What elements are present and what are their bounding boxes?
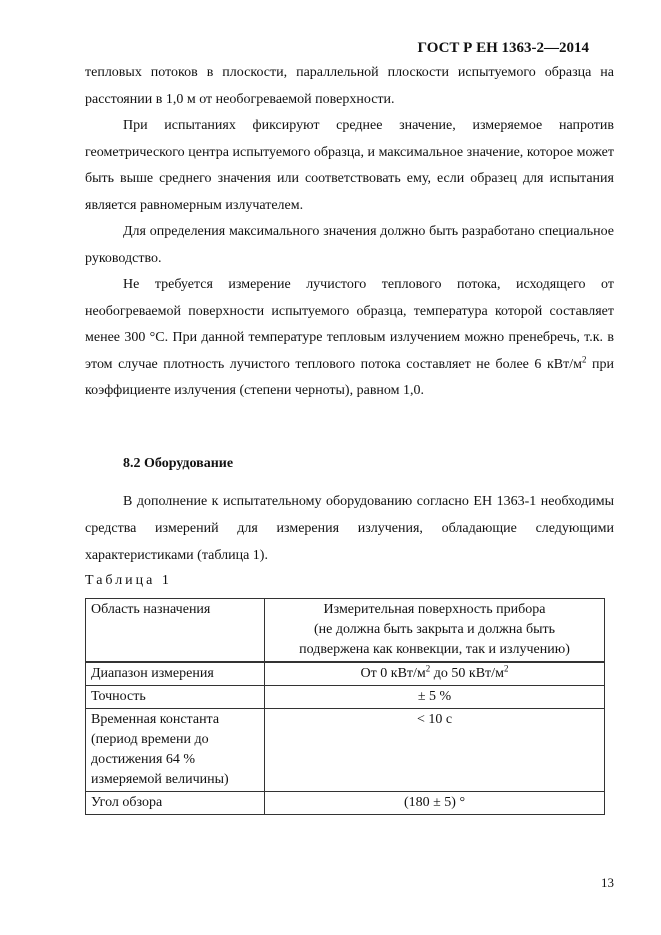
table-row bbox=[86, 662, 605, 686]
label-line: достижения 64 % bbox=[91, 752, 196, 767]
range-to: до 50 кВт/м bbox=[430, 666, 504, 681]
label-line: измеряемой величины) bbox=[91, 772, 229, 787]
table-header-col2-line3: подвержена как конвекции, так и излучению) bbox=[299, 642, 570, 657]
label-line: (период времени до bbox=[91, 732, 209, 747]
standard-code-header: ГОСТ Р ЕН 1363-2—2014 bbox=[417, 40, 589, 56]
section-body bbox=[85, 488, 614, 569]
table-cell-value: (180 ± 5) ° bbox=[265, 792, 605, 815]
table-caption: Таблица 1 bbox=[85, 573, 172, 588]
spec-table bbox=[85, 598, 605, 815]
paragraph-radiation-text: Не требуется измерение лучистого теплового потока, исходящего от необогреваемой поверхности испытуемого образца, температура которой составляет менее 300 °С. При данной температуре тепловым излучением можно пренебречь, т.к. в этом случае плотность лучистого теплового потока составляет не более 6 кВт/м bbox=[85, 277, 614, 372]
paragraph-radiation-tail: при коэффициенте излучения (степени черноты), равном 1,0. bbox=[85, 356, 614, 398]
label-line: Временная константа bbox=[91, 712, 220, 727]
paragraph-continuation: тепловых потоков в плоскости, параллельной плоскости испытуемого образца на расстоянии в 1,0 м от необогреваемой поверхности. bbox=[85, 65, 614, 107]
table-cell-value: ± 5 % bbox=[265, 686, 605, 709]
superscript-2: 2 bbox=[581, 353, 587, 364]
table-cell-label bbox=[86, 709, 265, 792]
table-header-col1: Область назначения bbox=[86, 599, 265, 663]
body-text bbox=[85, 60, 614, 405]
table-header-col2-line1: Измерительная поверхность прибора bbox=[323, 602, 546, 617]
superscript-2: 2 bbox=[425, 663, 431, 674]
table-header-row bbox=[86, 599, 605, 663]
paragraph-radiation bbox=[85, 272, 614, 405]
table-row bbox=[86, 792, 605, 815]
range-from: От 0 кВт/м bbox=[360, 666, 426, 681]
table-cell-label: Точность bbox=[86, 686, 265, 709]
table-cell-value bbox=[265, 662, 605, 686]
page-number: 13 bbox=[601, 875, 614, 890]
table-cell-label: Угол обзора bbox=[86, 792, 265, 815]
paragraph-measurement: При испытаниях фиксируют среднее значение, измеряемое напротив геометрического центра испытуемого образца, и максимальное значение, которое может быть выше среднего значения или соответствовать ему, если образец для испытания является равномерным излучателем. bbox=[85, 118, 614, 213]
section-heading: 8.2 Оборудование bbox=[123, 456, 234, 471]
table-row bbox=[86, 709, 605, 792]
table-cell-value: < 10 с bbox=[265, 709, 605, 792]
table-header-col2-line2: (не должна быть закрыта и должна быть bbox=[314, 622, 555, 637]
table-row bbox=[86, 686, 605, 709]
table-cell-label: Диапазон измерения bbox=[86, 662, 265, 686]
superscript-2: 2 bbox=[503, 663, 509, 674]
paragraph-guidance: Для определения максимального значения должно быть разработано специальное руководство. bbox=[85, 224, 614, 266]
table-header-col2 bbox=[265, 599, 605, 663]
paragraph-equipment: В дополнение к испытательному оборудованию согласно ЕН 1363-1 необходимы средства измерений для измерения излучения, обладающие следующими характеристиками (таблица 1). bbox=[85, 494, 614, 563]
